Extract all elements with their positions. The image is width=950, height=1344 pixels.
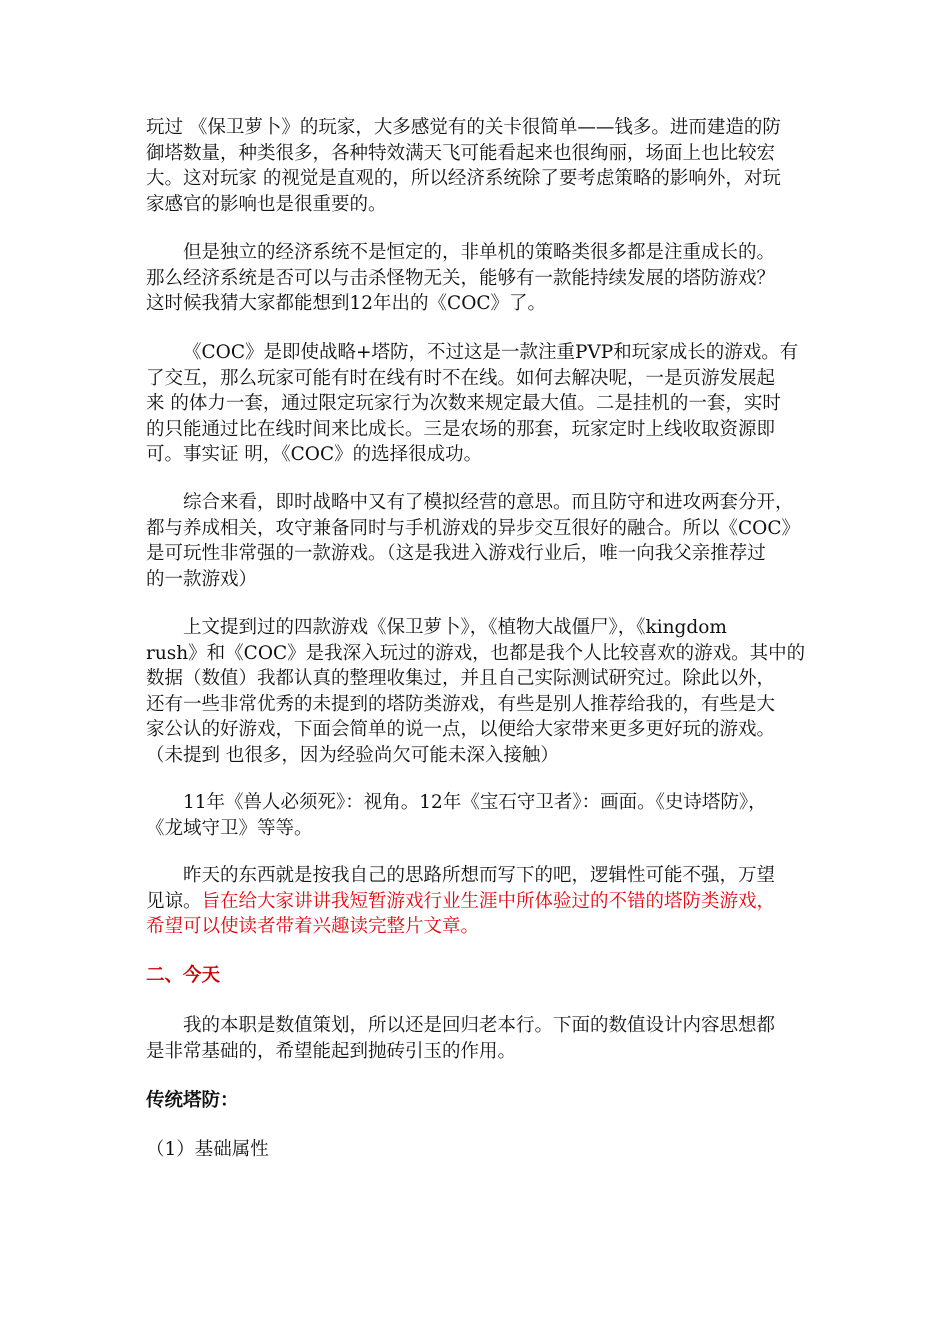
text-line: 了交互，那么玩家可能有时在线有时不在线。如何去解决呢，一是页游发展起 — [146, 367, 776, 389]
text-line: 11年《兽人必须死》：视角。12年《宝石守卫者》：画面。《史诗塔防》， — [183, 792, 767, 813]
text-line: 是非常基础的，希望能起到抛砖引玉的作用。 — [146, 1040, 517, 1062]
text-line: 这时候我猜大家都能想到12年出的《COC》了。 — [146, 293, 547, 314]
highlighted-text: 旨在给大家讲讲我短暂游戏行业生涯中所体验过的不错的塔防类游戏， — [201, 890, 776, 912]
subheading-wrap — [146, 1088, 826, 1114]
text-line: 《COC》是即使战略+塔防，不过这是一款注重PVP和玩家成长的游戏。有 — [183, 342, 799, 363]
paragraph-3 — [146, 340, 826, 468]
text-line: 可。事实证 明，《COC》的选择很成功。 — [146, 444, 483, 465]
text-line: 都与养成相关，攻守兼备同时与手机游戏的异步交互很好的融合。所以《COC》 — [146, 517, 800, 539]
text-line: rush》和《COC》是我深入玩过的游戏，也都是我个人比较喜欢的游戏。其中的 — [146, 642, 806, 664]
text-line: 家公认的好游戏，下面会简单的说一点，以便给大家带来更多更好玩的游戏。 — [146, 719, 776, 740]
paragraph-4 — [146, 490, 826, 592]
text-line: 《龙域守卫》等等。 — [146, 817, 313, 839]
text-line: 上文提到过的四款游戏《保卫萝卜》，《植物大战僵尸》，《kingdom — [183, 617, 727, 638]
text-line: 综合来看，即时战略中又有了模拟经营的意思。而且防守和进攻两套分开， — [183, 492, 794, 513]
text-line: 的一款游戏） — [146, 568, 258, 590]
text-line: 我的本职是数值策划，所以还是回归老本行。下面的数值设计内容思想都 — [183, 1015, 776, 1036]
paragraph-5 — [146, 615, 826, 768]
section-heading-wrap — [146, 963, 826, 989]
paragraph-1 — [146, 115, 826, 217]
paragraph-8 — [146, 1013, 826, 1064]
text-line: 大。这对玩家 的视觉是直观的，所以经济系统除了要考虑策略的影响外，对玩 — [146, 168, 781, 189]
text-line: 昨天的东西就是按我自己的思路所想而写下的吧，逻辑性可能不强，万望 — [183, 865, 776, 886]
section-heading: 二、今天 — [146, 965, 221, 986]
text-line: 家感官的影响也是很重要的。 — [146, 193, 387, 215]
text-line: 还有一些非常优秀的未提到的塔防类游戏，有些是别人推荐给我的，有些是大 — [146, 693, 776, 715]
text-line: 的只能通过比在线时间来比成长。三是农场的那套，玩家定时上线收取资源即 — [146, 418, 776, 440]
list-item: （1）基础属性 — [146, 1139, 269, 1160]
paragraph-2 — [146, 240, 826, 317]
text-line: 数据（数值）我都认真的整理收集过，并且自己实际测试研究过。除此以外， — [146, 668, 776, 689]
text-black: 见谅。 — [146, 890, 202, 912]
list-item-wrap — [146, 1137, 826, 1163]
paragraph-7 — [146, 863, 826, 940]
text-line: 但是独立的经济系统不是恒定的，非单机的策略类很多都是注重成长的。 — [183, 242, 776, 263]
text-line: 那么经济系统是否可以与击杀怪物无关，能够有一款能持续发展的塔防游戏？ — [146, 267, 776, 289]
text-line: 来 的体力一套，通过限定玩家行为次数来规定最大值。二是挂机的一套，实时 — [146, 393, 781, 414]
text-line: （未提到 也很多，因为经验尚欠可能未深入接触） — [146, 744, 559, 766]
subheading: 传统塔防： — [146, 1090, 239, 1111]
paragraph-6 — [146, 790, 826, 841]
text-line: 御塔数量，种类很多，各种特效满天飞可能看起来也很绚丽，场面上也比较宏 — [146, 142, 776, 164]
highlighted-text: 希望可以使读者带着兴趣读完整片文章。 — [146, 916, 480, 937]
text-line-mixed — [146, 889, 826, 915]
text-line: 是可玩性非常强的一款游戏。（这是我进入游戏行业后，唯一向我父亲推荐过 — [146, 543, 766, 564]
text-line: 玩过 《保卫萝卜》的玩家，大多感觉有的关卡很简单——钱多。进而建造的防 — [146, 117, 781, 138]
